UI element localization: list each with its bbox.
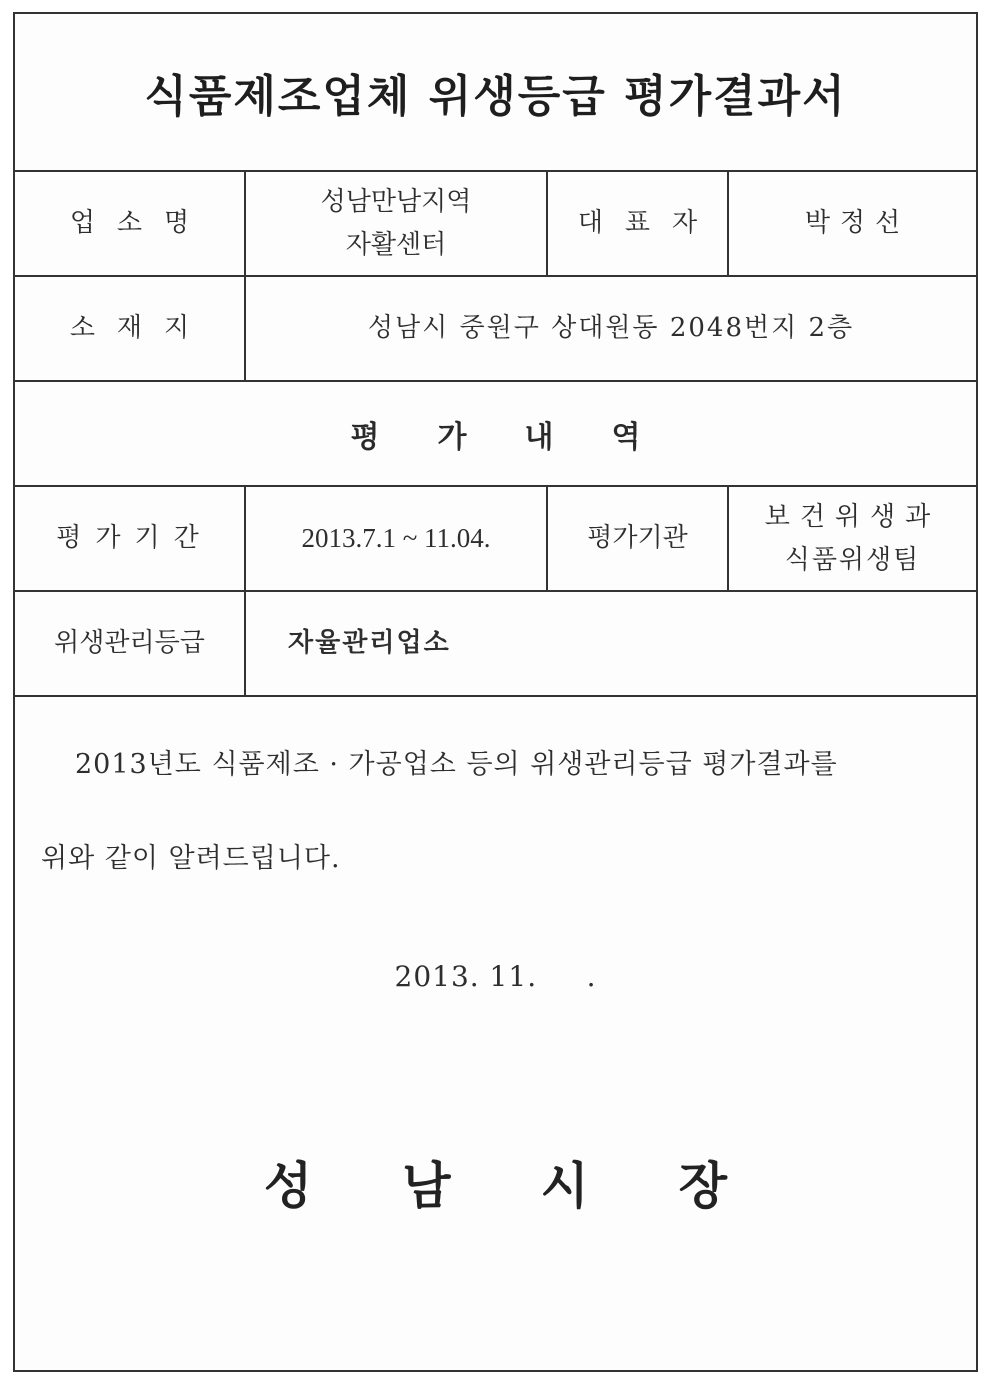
period-value: 2013.7.1 ~ 11.04. xyxy=(246,487,548,590)
period-label: 평가기간 xyxy=(15,487,246,590)
grade-row xyxy=(15,592,976,697)
agency-line2: 식품위생팀 xyxy=(784,544,921,575)
notice-line-2: 위와 같이 알려드립니다. xyxy=(41,843,341,874)
representative-value: 박정선 xyxy=(804,208,911,239)
evaluation-certificate xyxy=(13,12,978,1372)
evaluation-header: 평가내역 xyxy=(350,419,699,455)
period-row xyxy=(15,487,976,592)
signer-title: 성남시장 xyxy=(263,1157,818,1215)
issue-date: 2013. 11. . xyxy=(394,960,597,993)
agency-label: 평가기관 xyxy=(548,487,729,590)
document-title: 식품제조업체 위생등급 평가결과서 xyxy=(15,14,976,172)
location-label: 소재지 xyxy=(15,277,246,380)
business-name-line1: 성남만남지역 xyxy=(320,186,472,217)
notice-line-1: 2013년도 식품제조 · 가공업소 등의 위생관리등급 평가결과를 xyxy=(75,749,838,780)
evaluation-header-row xyxy=(15,382,976,487)
grade-label: 위생관리등급 xyxy=(15,592,246,695)
business-name-line2: 자활센터 xyxy=(345,229,447,260)
location-value: 성남시 중원구 상대원동 2048번지 2층 xyxy=(367,313,855,344)
representative-label: 대표자 xyxy=(548,172,729,275)
grade-value: 자율관리업소 xyxy=(288,628,451,659)
agency-line1: 보건위생과 xyxy=(764,501,941,532)
business-name-cell xyxy=(246,172,548,275)
agency-cell xyxy=(729,487,976,590)
business-name-label: 업소명 xyxy=(15,172,246,275)
location-row xyxy=(15,277,976,382)
business-row xyxy=(15,172,976,277)
